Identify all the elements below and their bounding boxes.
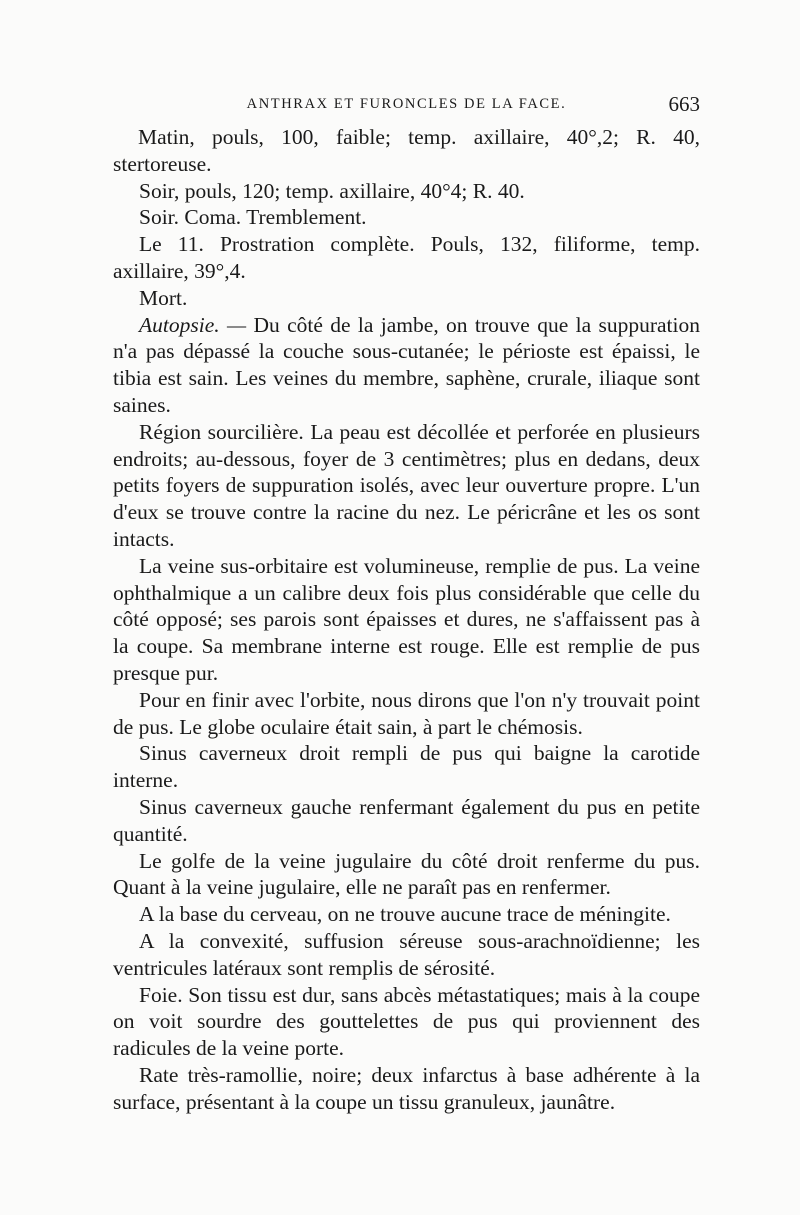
paragraph-text: Du côté de la jambe, on trouve que la suppuration n'a pas dépassé la couche sous-cutanée; le périoste est épaissi, le tibia est sain. Les veines du membre, saphène, crurale, iliaque sont saines. (113, 312, 700, 417)
paragraph (113, 848, 700, 902)
paragraph (113, 794, 700, 848)
paragraph (113, 687, 700, 741)
running-title: ANTHRAX ET FURONCLES DE LA FACE. (246, 96, 567, 112)
paragraph-text: Rate très-ramollie, noire; deux infarctus à base adhérente à la surface, présentant à la coupe un tissu granuleux, jaunâtre. (113, 1062, 700, 1114)
paragraph-text: Foie. Son tissu est dur, sans abcès métastatiques; mais à la coupe on voit sourdre des gouttelettes de pus qui proviennent des radicules de la veine porte. (113, 982, 700, 1061)
paragraph-text: Soir. Coma. Tremblement. (139, 205, 367, 230)
paragraph-text: Région sourcilière. La peau est décollée et perforée en plusieurs endroits; au-dessous, foyer de 3 centimètres; plus en dedans, deux petits foyers de suppuration isolés, avec leur ouverture propre. L'un d'eux se trouve contre la racine du nez. Le péricrâne et les os sont intacts. (113, 419, 700, 551)
paragraph (113, 982, 700, 1062)
body-text (113, 124, 700, 1115)
paragraph (113, 419, 700, 553)
paragraph-text: Pour en finir avec l'orbite, nous dirons que l'on n'y trouvait point de pus. Le globe oculaire était sain, à part le chémosis. (113, 687, 700, 739)
paragraph-text: Le golfe de la veine jugulaire du côté droit renferme du pus. Quant à la veine jugulaire, elle ne paraît pas en renfermer. (113, 848, 700, 900)
paragraph (113, 178, 700, 205)
paragraph-text: A la base du cerveau, on ne trouve aucune trace de méningite. (139, 902, 671, 927)
page-number: 663 (668, 92, 700, 116)
page-header (113, 92, 700, 122)
paragraph-text: Matin, pouls, 100, faible; temp. axillaire, 40°,2; R. 40, stertoreuse. (113, 125, 700, 176)
paragraph-text: Sinus caverneux droit rempli de pus qui baigne la carotide interne. (113, 741, 700, 793)
paragraph-text: Sinus caverneux gauche renfermant également du pus en petite quantité. (113, 794, 700, 846)
paragraph (113, 553, 700, 687)
paragraph (113, 124, 700, 178)
paragraph (113, 1062, 700, 1116)
paragraph-text: Mort. (139, 285, 188, 310)
paragraph (113, 285, 700, 312)
paragraph-lead: Autopsie. — (139, 312, 247, 337)
paragraph (113, 204, 700, 231)
paragraph (113, 901, 700, 928)
paragraph-text: La veine sus-orbitaire est volumineuse, remplie de pus. La veine ophthalmique a un calibre deux fois plus considérable que celle du côté opposé; ses parois sont épaisses et dures, ne s'affaissent pas à la coupe. Sa membrane interne est rouge. Elle est remplie de pus presque pur. (113, 553, 700, 685)
paragraph (113, 740, 700, 794)
paragraph (113, 231, 700, 285)
paragraph-text: Soir, pouls, 120; temp. axillaire, 40°4; R. 40. (139, 178, 525, 203)
paragraph-autopsie (113, 312, 700, 419)
paragraph (113, 928, 700, 982)
paragraph-text: A la convexité, suffusion séreuse sous-arachnoïdienne; les ventricules latéraux sont remplis de sérosité. (113, 928, 700, 980)
paragraph-text: Le 11. Prostration complète. Pouls, 132, filiforme, temp. axillaire, 39°,4. (113, 232, 700, 283)
